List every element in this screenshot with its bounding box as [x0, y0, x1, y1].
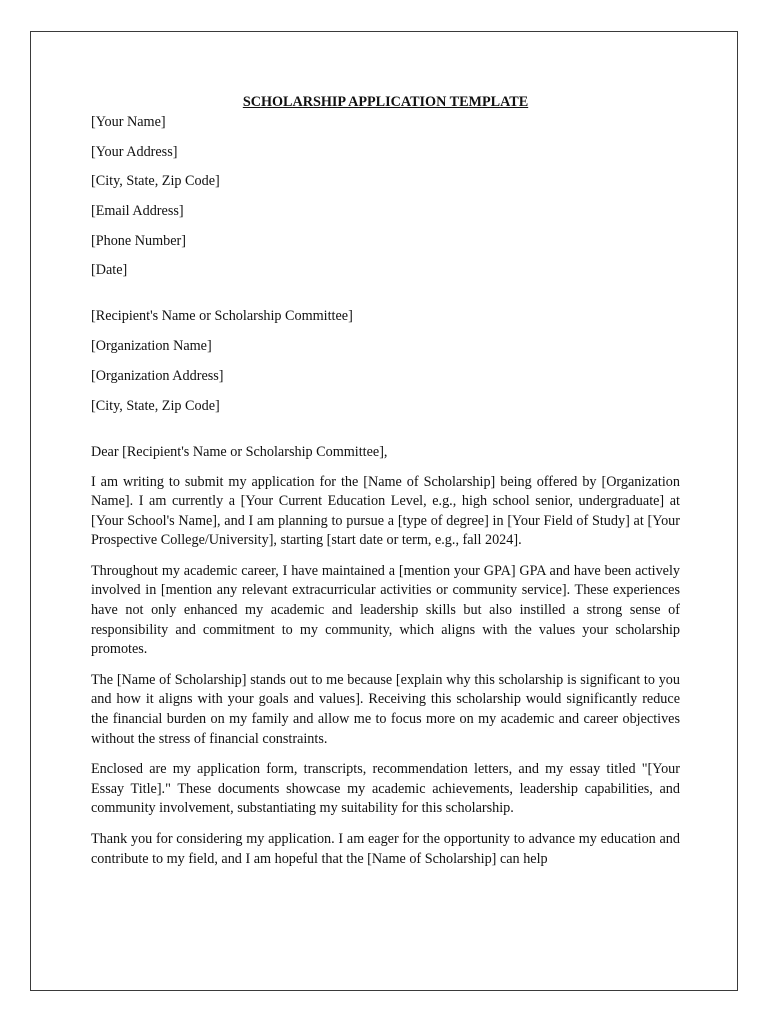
letter-body [91, 94, 680, 880]
paragraph-intro: I am writing to submit my application for the [Name of Scholarship] being offered by [Organization Name]. I am currently a [Your Current Education Level, e.g., high school senior, undergraduate] at [Your School's Name], and I am planning to pursue a [type of degree] in [Your Field of Study] at [Your Prospective College/University], starting [start date or term, e.g., fall 2024]. [91, 473, 680, 549]
greeting: Dear [Recipient's Name or Scholarship Committee], [91, 443, 388, 460]
paragraph-closing: Thank you for considering my application. I am eager for the opportunity to advance my education and contribute to my field, and I am hopeful that the [Name of Scholarship] can help [91, 831, 680, 867]
document-title: SCHOLARSHIP APPLICATION TEMPLATE [242, 94, 529, 110]
paragraph-academics: Throughout my academic career, I have maintained a [mention your GPA] GPA and have been actively involved in [mention any relevant extracurricular activities or community service]. These experiences have not only enhanced my academic and leadership skills but also instilled a strong sense of responsibility and commitment to my community, which aligns with the values your scholarship promotes. [91, 562, 680, 658]
paragraph-enclosures: Enclosed are my application form, transcripts, recommendation letters, and my essay titled "[Your Essay Title]." These documents showcase my academic achievements, leadership capabilities, and community involvement, substantiating my suitability for this scholarship. [91, 761, 680, 817]
sender-block [91, 114, 680, 278]
recipient-organization: [Organization Name] [91, 338, 212, 355]
sender-phone: [Phone Number] [91, 232, 186, 249]
sender-city-state-zip: [City, State, Zip Code] [91, 173, 220, 190]
sender-name: [Your Name] [91, 114, 166, 130]
paragraph-motivation: The [Name of Scholarship] stands out to me because [explain why this scholarship is significant to you and how it aligns with your goals and values]. Receiving this scholarship would significantly reduce the financial burden on my family and allow me to focus more on my academic and career objectives without the stress of financial constraints. [91, 671, 680, 747]
spacer [91, 278, 680, 308]
recipient-address: [Organization Address] [91, 367, 224, 384]
document-page [30, 31, 738, 991]
recipient-name: [Recipient's Name or Scholarship Committee] [91, 308, 353, 325]
spacer [91, 414, 680, 444]
recipient-block [91, 308, 680, 413]
sender-date: [Date] [91, 262, 128, 279]
sender-address: [Your Address] [91, 143, 178, 160]
sender-email: [Email Address] [91, 203, 184, 220]
recipient-city-state-zip: [City, State, Zip Code] [91, 397, 220, 414]
